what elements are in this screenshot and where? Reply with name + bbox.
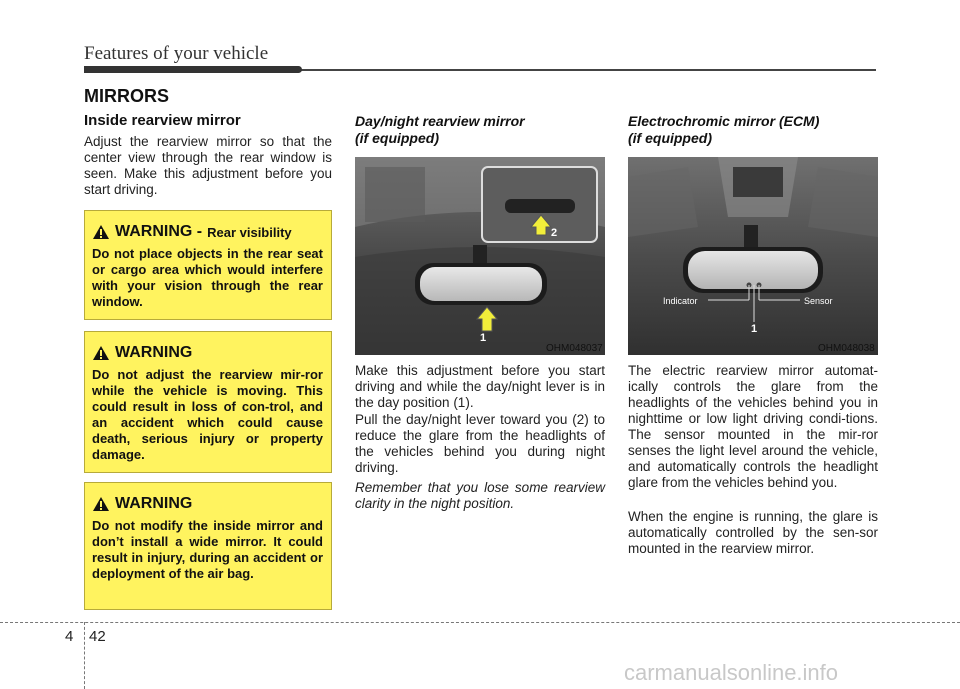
ecm-para2: When the engine is running, the glare is automatically controlled by the sen-sor mounted in the rearview mirror. [628,509,878,556]
warning-text: Do not modify the inside mirror and don’t install a wide mirror. It could result in injury, during an accident or deployment of the air bag. [92,518,323,581]
warning-box-adjust-moving [84,331,332,473]
warning-label: WARNING - [115,223,203,240]
warning-box-modify-mirror [84,482,332,610]
day-night-para3: Remember that you lose some rearview clarity in the night position. [355,480,605,511]
sensor-label: Sensor [804,296,833,306]
callout-1: 1 [751,323,758,335]
inside-mirror-body: Adjust the rearview mirror so that the center view through the rear window is seen. Make this adjustment before you start driving. [84,134,332,197]
day-night-para2: Pull the day/night lever toward you (2) to reduce the glare from the headlights of the vehicles behind you during night driving. [355,412,605,475]
chapter-number: 4 [65,628,74,645]
footer-vertical-divider [84,622,85,689]
chapter-title: Features of your vehicle [84,43,269,64]
day-night-mirror-illustration [355,157,605,355]
header-bar [84,66,302,73]
day-night-para1: Make this adjustment before you start driving and while the day/night lever is in the day position (1). [355,363,605,410]
ecm-title-line1: Electrochromic mirror (ECM) [628,113,820,129]
ecm-para1: The electric rearview mirror automat-ically controls the glare from the headlights of the vehicles behind you in nighttime or low light driving condi-tions. The sensor mounted in the mir-ror senses the light level around the vehicle, and automatically controls the headlight glare from the vehicles behind you. [628,363,878,490]
warning-text: Do not place objects in the rear seat or cargo area which would interfere with your vision through the rear window. [92,246,323,309]
callout-1: 1 [480,332,487,344]
inside-mirror-title: Inside rearview mirror [84,112,241,129]
watermark: carmanualsonline.info [624,660,839,685]
day-night-title [355,113,525,147]
section-title: MIRRORS [84,86,169,106]
ecm-title [628,113,819,147]
warning-text: Do not adjust the rearview mir-ror while the vehicle is moving. This could result in loss of con-trol, and an accident which could cause death, serious injury or property damage. [92,367,323,462]
ecm-mirror-figure [628,157,878,355]
warning-box-rear-visibility [84,210,332,320]
ecm-title-line2: (if equipped) [628,130,712,146]
day-night-title-line2: (if equipped) [355,130,439,146]
page-number: 42 [89,628,106,645]
figure-code: OHM048037 [546,343,603,354]
warning-triangle-icon [92,345,110,361]
day-night-mirror-figure [355,157,605,355]
day-night-title-line1: Day/night rearview mirror [355,113,525,129]
figure-code: OHM048038 [818,343,875,354]
warning-sublabel: Rear visibility [207,224,292,240]
footer-divider [0,622,960,623]
warning-label: WARNING [115,495,193,512]
callout-2: 2 [551,227,558,239]
warning-label: WARNING [115,344,193,361]
warning-triangle-icon [92,496,110,512]
indicator-label: Indicator [663,296,698,306]
warning-triangle-icon [92,224,110,240]
